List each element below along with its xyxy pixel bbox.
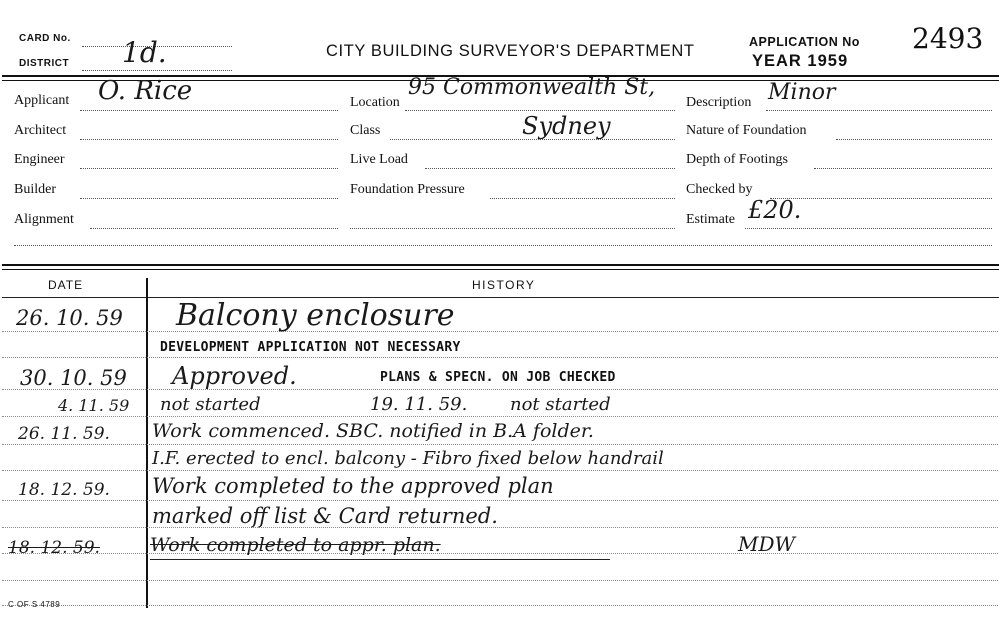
- spare-field-line: [14, 245, 992, 246]
- date-column-divider: [146, 278, 148, 608]
- history-entry-4-note: not started: [510, 394, 611, 415]
- history-entry-3: Approved.: [172, 362, 297, 390]
- history-column-header: HISTORY: [472, 278, 536, 292]
- live-load-line: [425, 168, 675, 169]
- history-ruled-line: [2, 444, 998, 445]
- history-entry-9: Work completed to appr. plan.: [150, 534, 441, 556]
- alignment-label: Alignment: [14, 212, 74, 227]
- history-date-7: 18. 12. 59.: [18, 480, 110, 500]
- checked-line: [770, 198, 992, 199]
- engineer-label: Engineer: [14, 152, 65, 167]
- builder-line: [80, 198, 338, 199]
- class-value: Sydney: [522, 112, 611, 140]
- foundation-pressure-label: Foundation Pressure: [350, 182, 465, 197]
- history-entry-9-underline: [150, 559, 610, 560]
- district-value: 1d.: [122, 36, 167, 69]
- builder-label: Builder: [14, 182, 56, 197]
- history-header-rule: [2, 297, 999, 298]
- checked-by-label: Checked by: [686, 182, 753, 197]
- engineer-line: [80, 168, 338, 169]
- history-entry-7: Work completed to the approved plan: [152, 474, 554, 498]
- history-rule-bottom: [2, 269, 999, 270]
- nature-line: [836, 139, 992, 140]
- history-ruled-line: [2, 331, 998, 332]
- estimate-line: [745, 228, 992, 229]
- district-label: DISTRICT: [19, 58, 70, 69]
- alignment-line-mid: [350, 228, 675, 229]
- estimate-value: £20.: [748, 196, 802, 224]
- history-rule-top: [2, 264, 999, 266]
- description-line: [766, 110, 992, 111]
- alignment-line: [90, 228, 338, 229]
- history-entry-1: Balcony enclosure: [176, 298, 455, 333]
- location-value: 95 Commonwealth St,: [408, 75, 656, 100]
- history-ruled-line: [2, 357, 998, 358]
- history-stamp-plans-checked: PLANS & SPECN. ON JOB CHECKED: [380, 370, 616, 385]
- architect-label: Architect: [14, 123, 67, 138]
- form-code: C OF S 4789: [8, 600, 61, 609]
- history-date-1: 26. 10. 59: [16, 306, 123, 330]
- history-entry-4-date: 19. 11. 59.: [370, 394, 468, 415]
- initials-signature: MDW: [738, 532, 796, 556]
- depth-of-footings-label: Depth of Footings: [686, 152, 788, 167]
- description-label: Description: [686, 95, 752, 110]
- description-value: Minor: [768, 80, 836, 105]
- application-number: 2493: [912, 22, 984, 55]
- depth-line: [814, 168, 992, 169]
- history-entry-5: Work commenced. SBC. notified in B.A folder.: [152, 420, 594, 442]
- architect-line: [80, 139, 338, 140]
- history-ruled-line: [2, 580, 998, 581]
- applicant-label: Applicant: [14, 93, 70, 108]
- history-entry-4: not started: [160, 394, 261, 415]
- history-ruled-line: [2, 470, 998, 471]
- history-stamp-development: DEVELOPMENT APPLICATION NOT NECESSARY: [160, 340, 461, 355]
- history-ruled-line: [2, 416, 998, 417]
- history-ruled-line: [2, 605, 998, 606]
- year-label: YEAR 1959: [752, 52, 849, 70]
- estimate-label: Estimate: [686, 212, 735, 227]
- history-entry-8: marked off list & Card returned.: [152, 504, 498, 528]
- foundation-pressure-line: [490, 198, 675, 199]
- nature-of-foundation-label: Nature of Foundation: [686, 123, 807, 138]
- class-label: Class: [350, 123, 381, 138]
- live-load-label: Live Load: [350, 152, 408, 167]
- applicant-value: O. Rice: [98, 76, 193, 106]
- location-label: Location: [350, 95, 400, 110]
- history-date-3: 30. 10. 59: [20, 366, 127, 390]
- history-ruled-line: [2, 500, 998, 501]
- application-label: APPLICATION No: [749, 35, 860, 49]
- history-date-5: 26. 11. 59.: [18, 424, 110, 444]
- history-date-9: 18. 12. 59.: [8, 538, 100, 558]
- history-ruled-line: [2, 389, 998, 390]
- department-title: CITY BUILDING SURVEYOR'S DEPARTMENT: [326, 42, 695, 60]
- applicant-line: [80, 110, 338, 111]
- district-line: [82, 70, 232, 71]
- location-line: [405, 110, 675, 111]
- history-date-4: 4. 11. 59: [58, 396, 130, 415]
- history-entry-6: I.F. erected to encl. balcony - Fibro fixed below handrail: [152, 448, 664, 469]
- card-no-label: CARD No.: [19, 33, 71, 44]
- date-column-header: DATE: [48, 278, 84, 292]
